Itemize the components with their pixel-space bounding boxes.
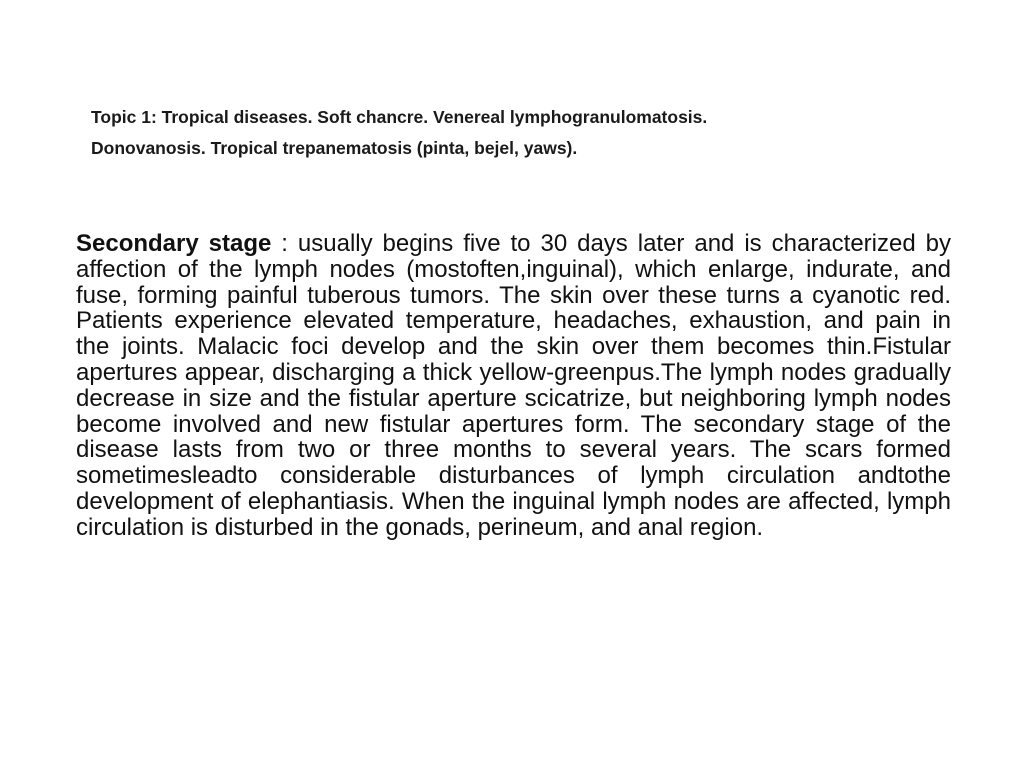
body-text: : usually begins five to 30 days later and is characterized by affection of the lymph nodes (mostoften,inguinal), which enlarge, indurate, and fuse, forming painful tuberous tumors. The skin over these turns a cyanotic red. Patients experience elevated temperature, headaches, exhaustion, and pain in the joints. Malacic foci develop and the skin over them becomes thin.Fistular apertures appear, discharging a thick yellow-greenpus.The lymph nodes gradually decrease in size and the fistular aperture scicatrize, but neighboring lymph nodes become involved and new fistular apertures form. The secondary stage of the disease lasts from two or three months to several years. The scars formed sometimesleadto considerable disturbances of lymph circulation andtothe development of elephantiasis. When the inguinal lymph nodes are affected, lymph circulation is disturbed in the gonads, perineum, and anal region. — [76, 230, 951, 541]
title-line-1: Topic 1: Tropical diseases. Soft chancre. Venereal lymphogranulomatosis. — [91, 107, 708, 127]
title-line-2: Donovanosis. Tropical trepanematosis (pinta, bejel, yaws). — [91, 138, 578, 158]
body-paragraph — [76, 231, 951, 541]
slide-title — [91, 102, 971, 164]
body-lead-term: Secondary stage — [76, 230, 272, 257]
